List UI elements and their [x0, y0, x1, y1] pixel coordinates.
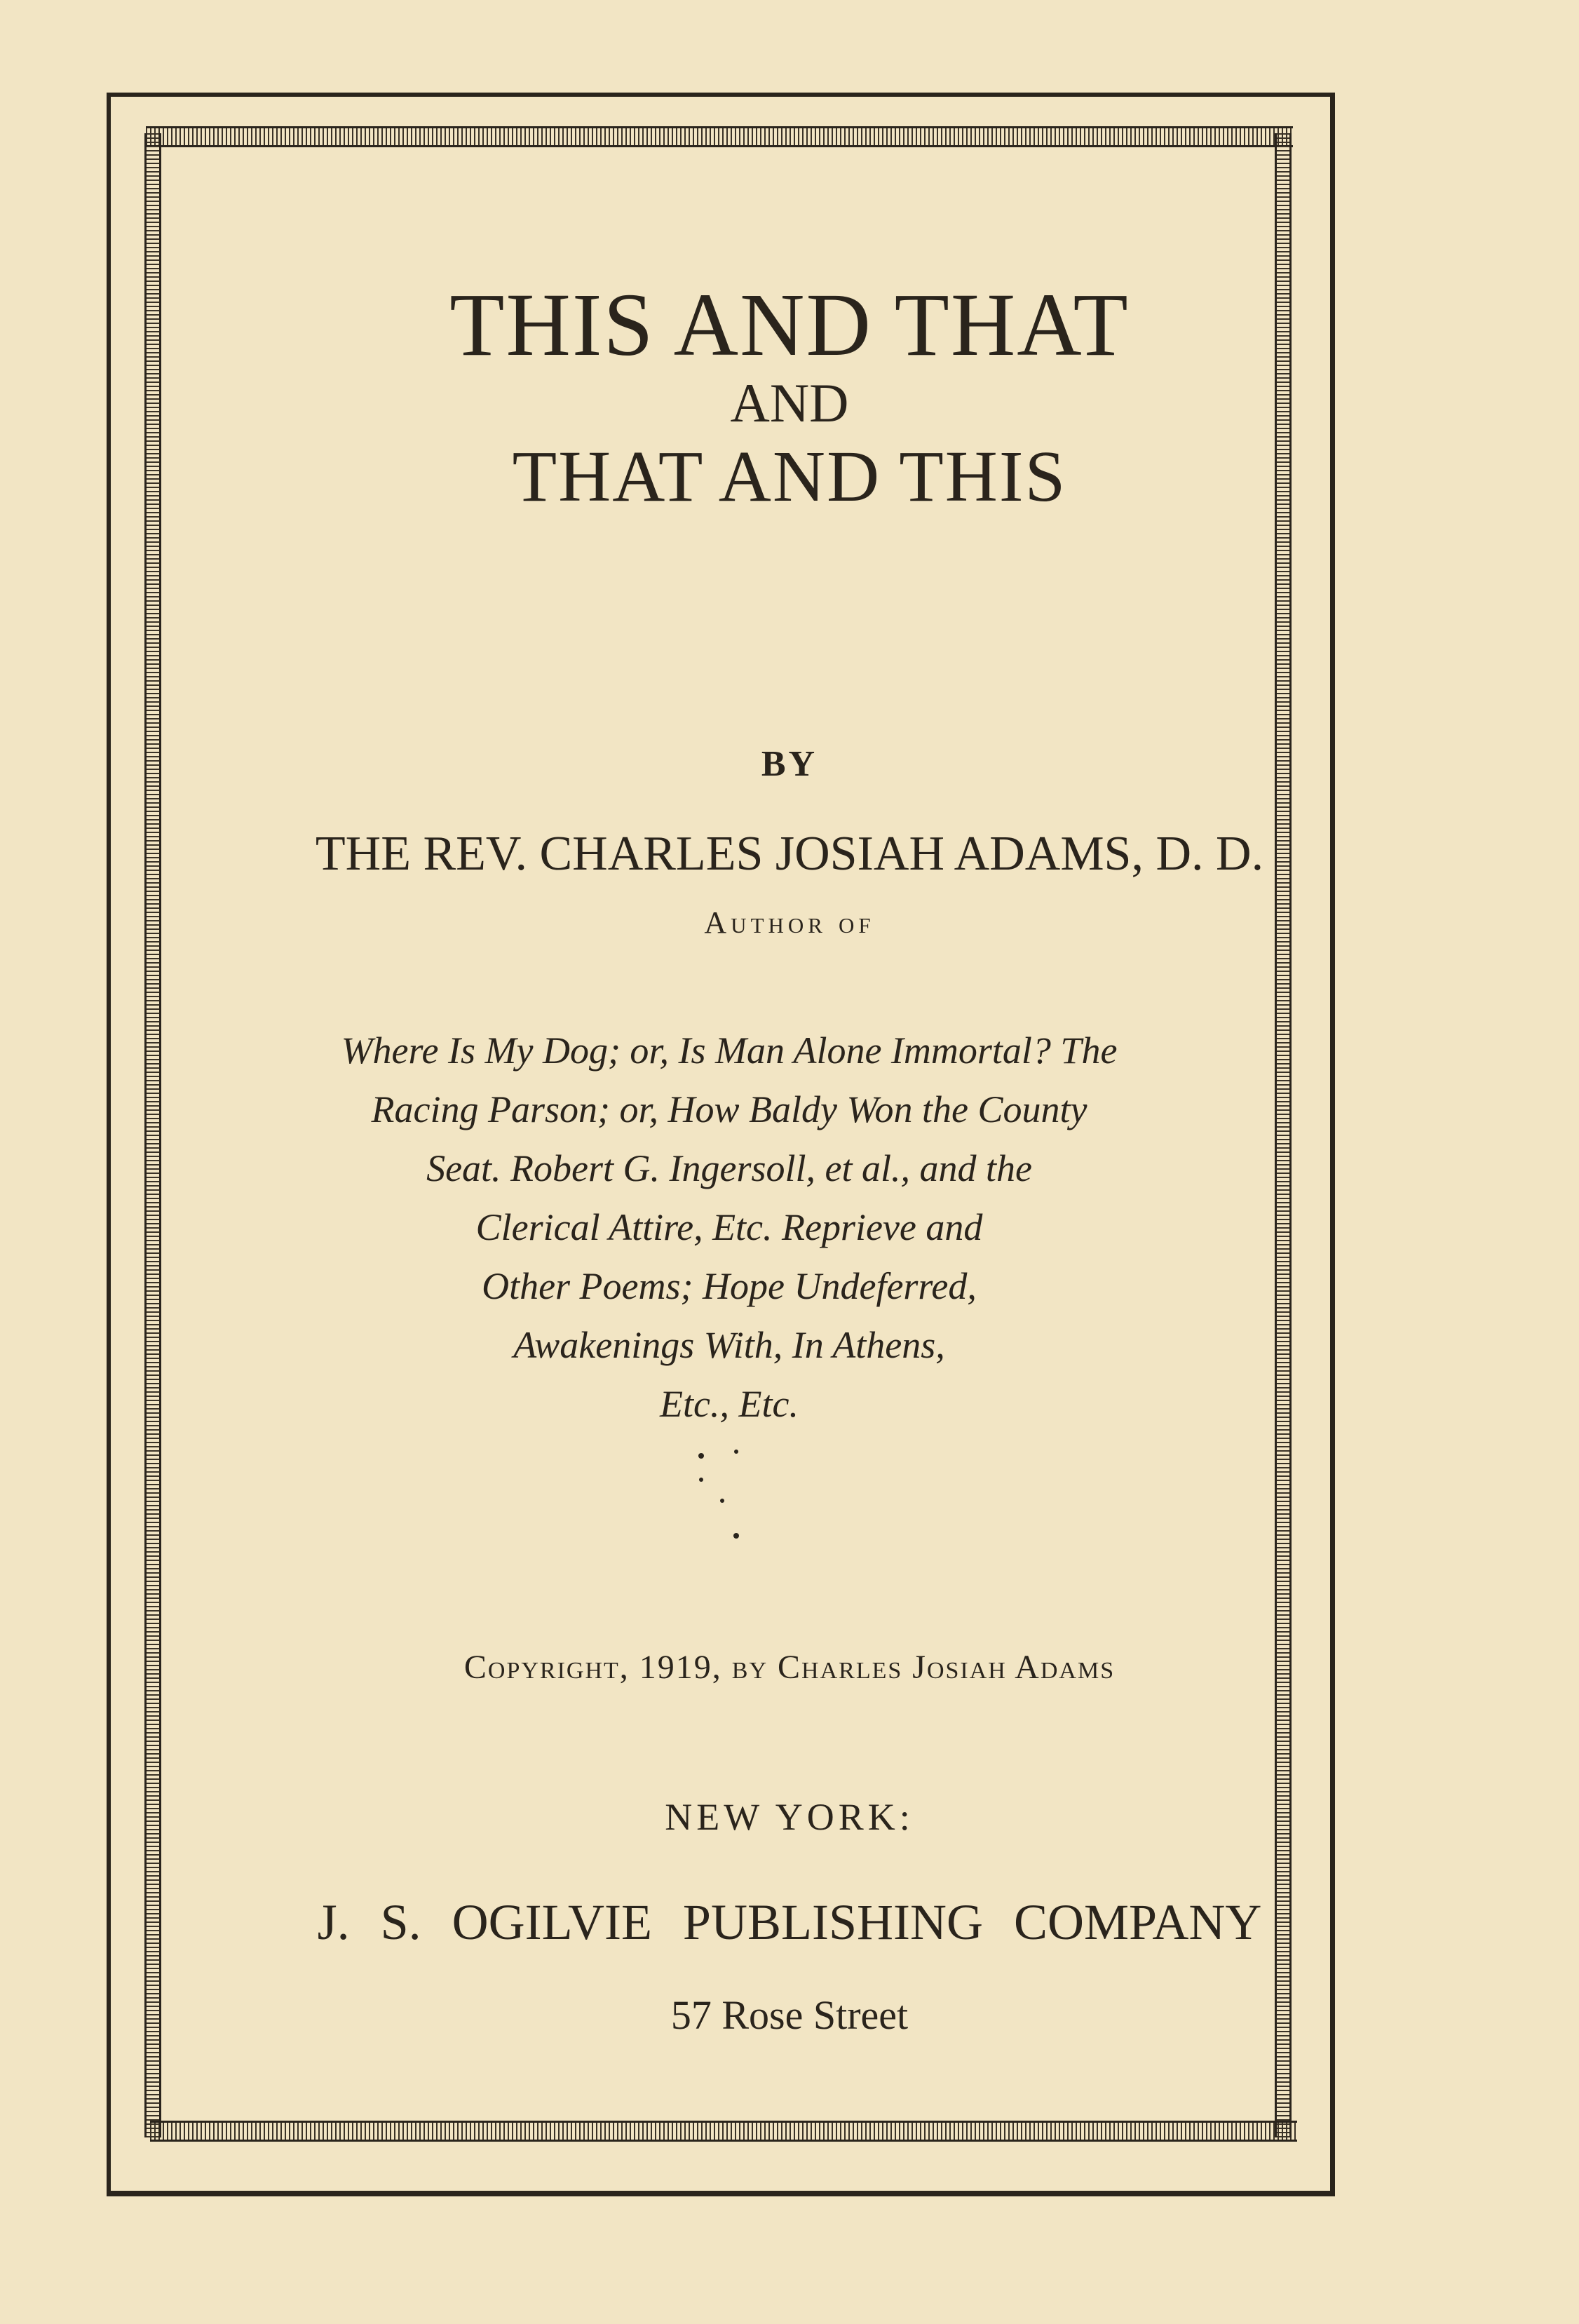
publisher-name: J. S. OGILVIE PUBLISHING COMPANY [317, 1894, 1262, 1950]
copyright-notice: Copyright, 1919, by Charles Josiah Adams [463, 1649, 1116, 1686]
author-of-label: Author of [704, 905, 875, 940]
imprint-city: NEW YORK: [665, 1796, 914, 1838]
works-line: Where Is My Dog; or, Is Man Alone Immortal? The [341, 1029, 1118, 1072]
works-list [189, 1021, 1269, 1433]
works-line: Awakenings With, In Athens, [513, 1324, 945, 1366]
works-line: Clerical Attire, Etc. Reprieve and [475, 1206, 983, 1248]
book-title-line-3: THAT AND THIS [512, 436, 1067, 517]
book-title-line-1: THIS AND THAT [449, 275, 1130, 374]
book-title-line-2: AND [730, 372, 849, 433]
ornament-dots [694, 1438, 792, 1550]
by-label: BY [761, 744, 818, 784]
works-line: Racing Parson; or, How Baldy Won the County [371, 1088, 1087, 1130]
works-line: Etc., Etc. [660, 1383, 799, 1425]
works-line: Other Poems; Hope Undeferred, [482, 1265, 977, 1307]
author-name: THE REV. CHARLES JOSIAH ADAMS, D. D. [315, 827, 1264, 881]
border-top-hatch [146, 126, 1293, 147]
works-line: Seat. Robert G. Ingersoll, et al., and the [426, 1147, 1032, 1189]
publisher-address: 57 Rose Street [670, 1992, 909, 2038]
border-bottom-hatch [150, 2121, 1297, 2142]
